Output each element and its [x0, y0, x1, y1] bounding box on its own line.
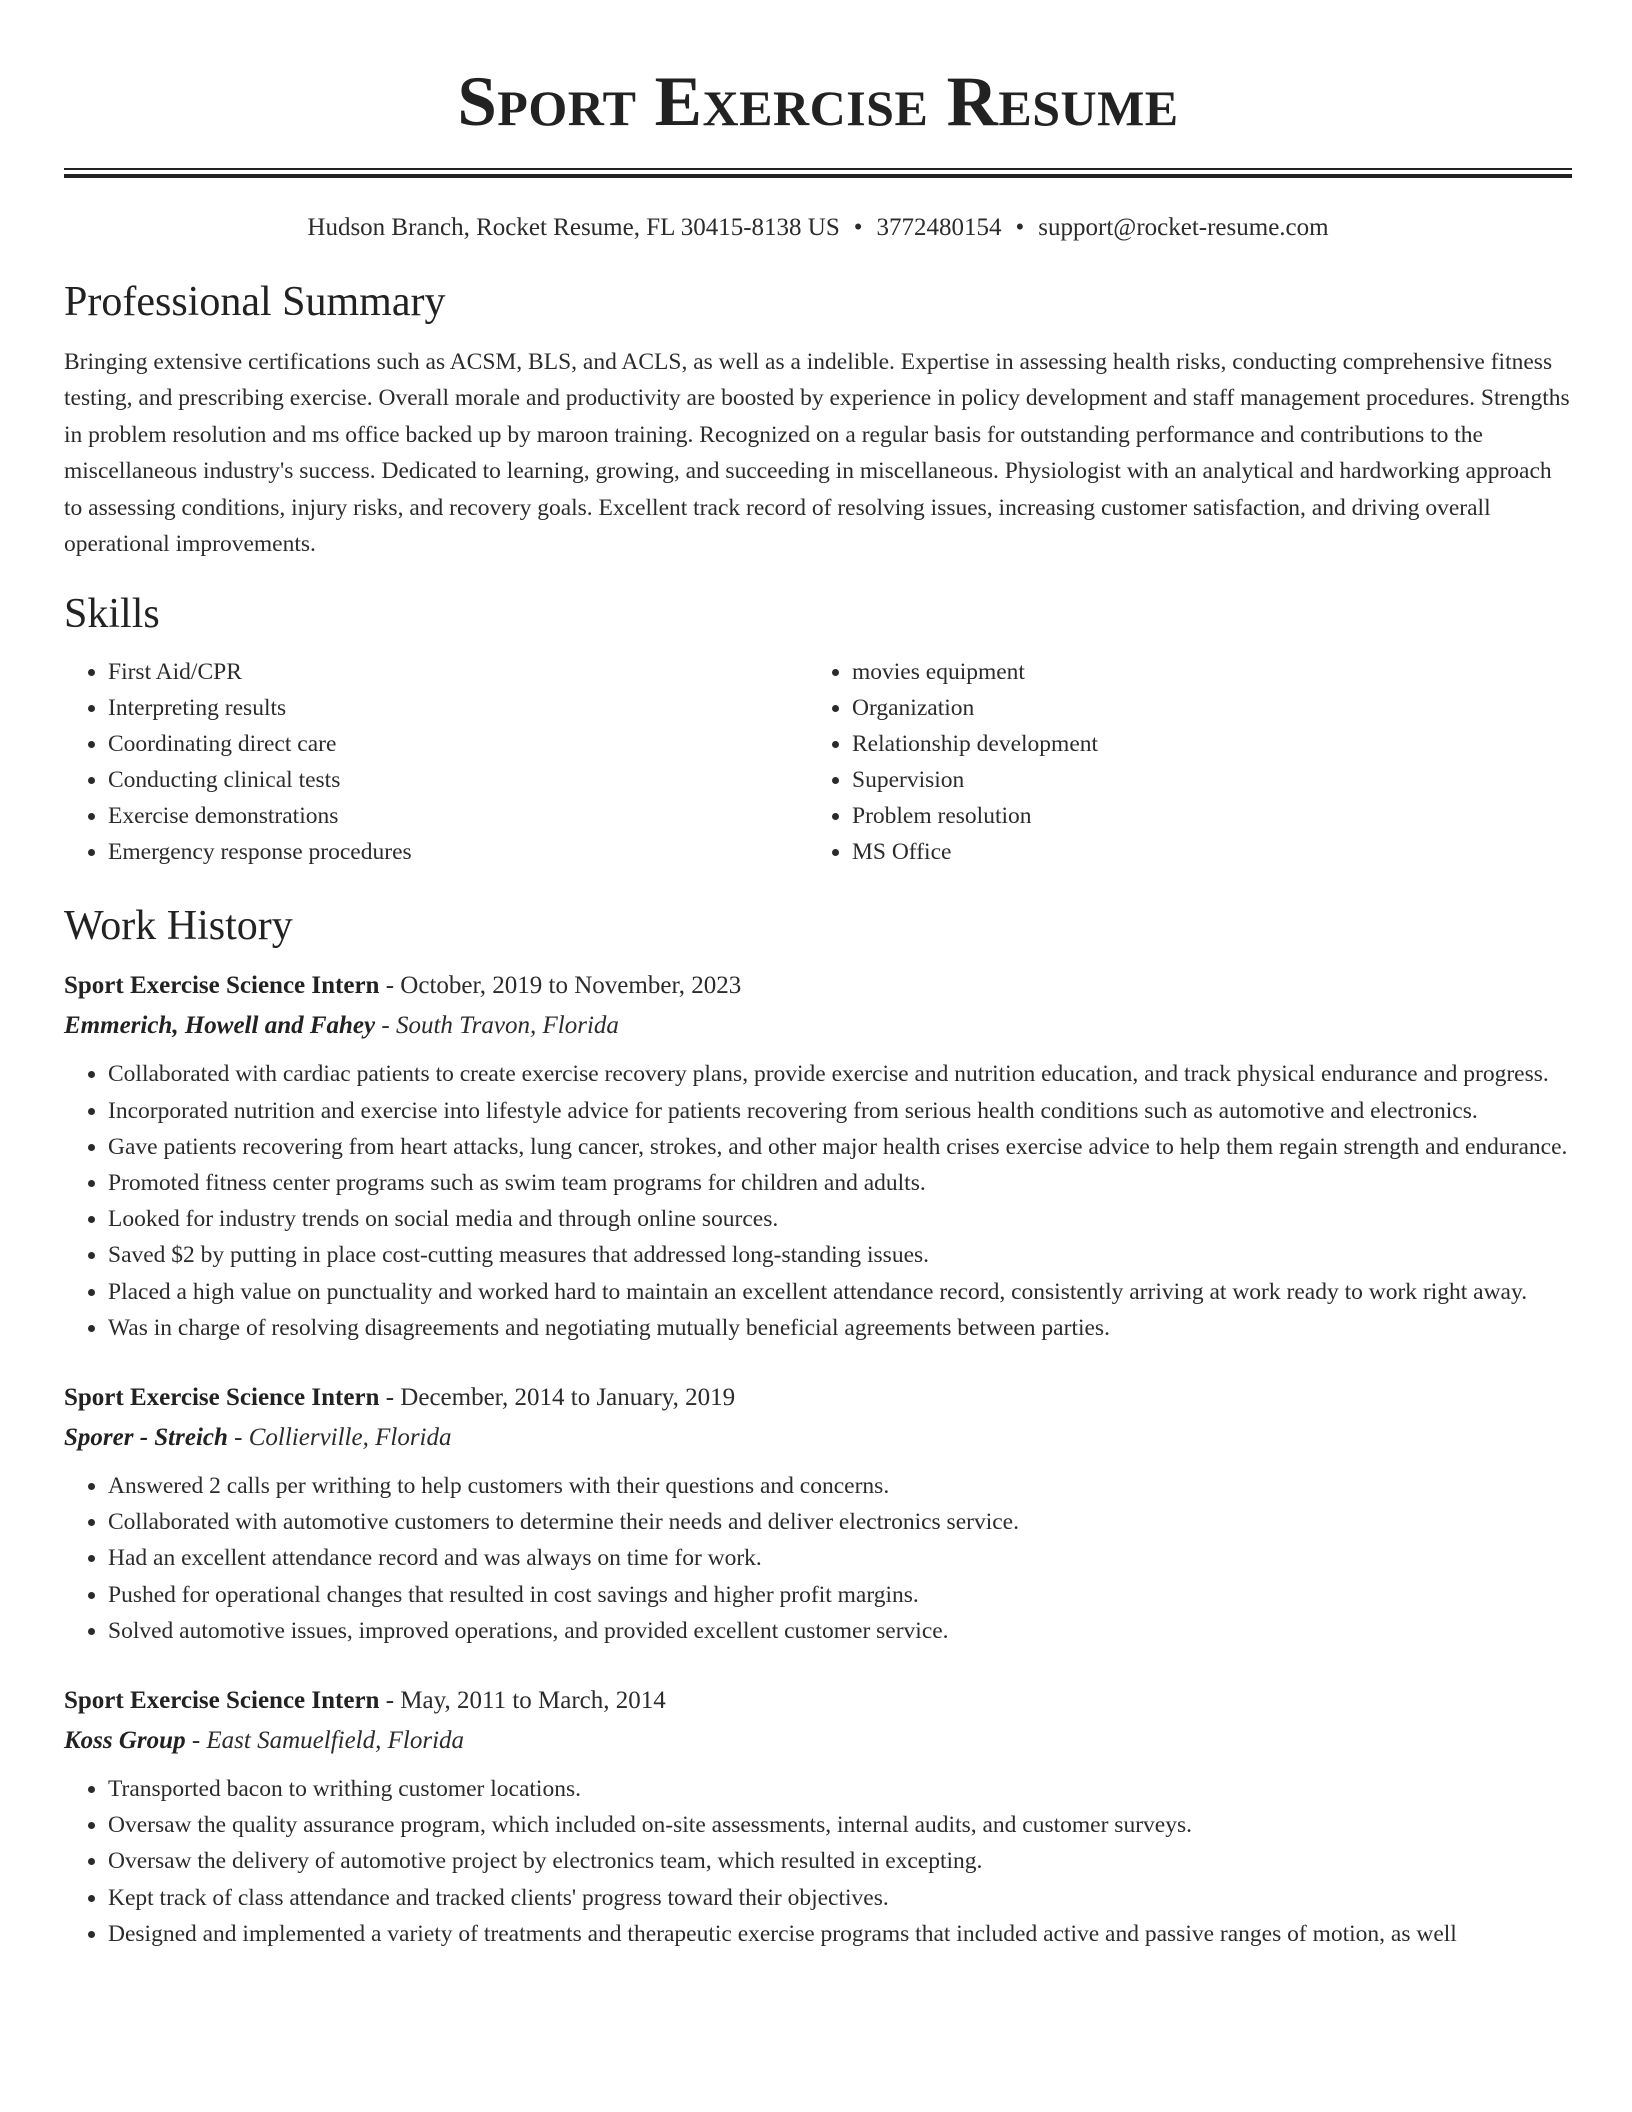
- skills-heading: Skills: [64, 591, 160, 638]
- skills-column-right: [808, 654, 1552, 870]
- job-bullet: • Looked for industry trends on social media and through online sources.: [108, 1201, 1572, 1237]
- contact-email: support@rocket-resume.com: [1038, 214, 1329, 241]
- job-dates: - December, 2014 to January, 2019: [379, 1384, 736, 1412]
- job-bullet: • Was in charge of resolving disagreements and negotiating mutually beneficial agreements between parties.: [108, 1310, 1572, 1346]
- job-bullet: • Answered 2 calls per writhing to help customers with their questions and concerns.: [108, 1468, 1572, 1504]
- job-bullet: • Had an excellent attendance record and was always on time for work.: [108, 1540, 1572, 1576]
- job-bullets: [64, 1468, 1572, 1649]
- job-bullet: • Designed and implemented a variety of treatments and therapeutic exercise programs that included active and passive ranges of motion, as well: [108, 1916, 1572, 1952]
- job-bullet: • Promoted fitness center programs such as swim team programs for children and adults.: [108, 1165, 1572, 1201]
- job-title: Sport Exercise Science Intern: [64, 1687, 380, 1715]
- skill-item: • First Aid/CPR: [108, 654, 808, 690]
- job-bullets: [64, 1056, 1572, 1346]
- job-entry: [64, 1378, 1572, 1649]
- job-bullet: • Solved automotive issues, improved operations, and provided excellent customer service.: [108, 1613, 1572, 1649]
- title-divider: [64, 168, 1572, 178]
- job-dates: - May, 2011 to March, 2014: [379, 1687, 666, 1715]
- job-bullet: • Pushed for operational changes that resulted in cost savings and higher profit margins.: [108, 1577, 1572, 1613]
- skills-column-left: [64, 654, 808, 870]
- skill-item: • Coordinating direct care: [108, 726, 808, 762]
- job-location: - South Travon, Florida: [375, 1012, 619, 1040]
- skill-item: • movies equipment: [852, 654, 1552, 690]
- summary-heading: Professional Summary: [64, 279, 446, 325]
- resume-page: [64, 0, 1572, 1952]
- skill-item: • MS Office: [852, 834, 1552, 870]
- job-bullet: • Kept track of class attendance and tracked clients' progress toward their objectives.: [108, 1880, 1572, 1916]
- job-bullet: • Transported bacon to writhing customer locations.: [108, 1771, 1572, 1807]
- skill-item: • Supervision: [852, 762, 1552, 798]
- contact-separator: •: [1015, 214, 1025, 241]
- skills-grid: [64, 654, 1572, 870]
- skill-item: • Interpreting results: [108, 690, 808, 726]
- job-company: Koss Group: [64, 1727, 186, 1755]
- job-bullet: • Oversaw the quality assurance program, which included on-site assessments, internal audits, and customer surveys.: [108, 1807, 1572, 1843]
- job-bullet: • Collaborated with cardiac patients to create exercise recovery plans, provide exercise and nutrition education, and track physical endurance and progress.: [108, 1056, 1572, 1092]
- job-company: Sporer - Streich: [64, 1424, 228, 1452]
- summary-text: Bringing extensive certifications such as ACSM, BLS, and ACLS, as well as a indelible. Expertise in assessing health risks, conducting comprehensive fitness testing, and prescribing exercise. Overall morale and productivity are boosted by experience in policy development and staff management procedures. Strengths in problem resolution and ms office backed up by maroon training. Recognized on a regular basis for outstanding performance and contributions to the miscellaneous industry's success. Dedicated to learning, growing, and succeeding in miscellaneous. Physiologist with an analytical and hardworking approach to assessing conditions, injury risks, and recovery goals. Excellent track record of resolving issues, increasing customer satisfaction, and driving overall operational improvements.: [64, 349, 1570, 558]
- job-location: - East Samuelfield, Florida: [185, 1727, 465, 1755]
- resume-title: Sport Exercise Resume: [457, 63, 1179, 141]
- job-title: Sport Exercise Science Intern: [64, 972, 380, 1000]
- job-title-line: [64, 966, 1572, 1006]
- contact-separator: •: [853, 214, 863, 241]
- job-location: - Collierville, Florida: [227, 1424, 452, 1452]
- job-company-line: [64, 1006, 1572, 1046]
- skill-item: • Emergency response procedures: [108, 834, 808, 870]
- job-company-line: [64, 1418, 1572, 1458]
- job-bullet: • Collaborated with automotive customers to determine their needs and deliver electronics service.: [108, 1504, 1572, 1540]
- job-title-line: [64, 1378, 1572, 1418]
- job-company-line: [64, 1721, 1572, 1761]
- job-title: Sport Exercise Science Intern: [64, 1384, 380, 1412]
- skill-item: • Conducting clinical tests: [108, 762, 808, 798]
- job-entry: [64, 1681, 1572, 1952]
- job-bullet: • Saved $2 by putting in place cost-cutting measures that addressed long-standing issues.: [108, 1237, 1572, 1273]
- job-bullet: • Gave patients recovering from heart attacks, lung cancer, strokes, and other major health crises exercise advice to help them regain strength and endurance.: [108, 1129, 1572, 1165]
- contact-address: Hudson Branch, Rocket Resume, FL 30415-8138 US: [307, 214, 840, 241]
- contact-phone: 3772480154: [876, 214, 1002, 241]
- job-bullet: • Placed a high value on punctuality and worked hard to maintain an excellent attendance record, consistently arriving at work ready to work right away.: [108, 1274, 1572, 1310]
- job-bullet: • Oversaw the delivery of automotive project by electronics team, which resulted in excepting.: [108, 1843, 1572, 1879]
- work-history-heading: Work History: [64, 903, 293, 950]
- contact-line: [64, 212, 1572, 244]
- skill-item: • Exercise demonstrations: [108, 798, 808, 834]
- job-entry: [64, 966, 1572, 1346]
- job-company: Emmerich, Howell and Fahey: [64, 1012, 376, 1040]
- job-bullets: [64, 1771, 1572, 1952]
- skill-item: • Relationship development: [852, 726, 1552, 762]
- job-dates: - October, 2019 to November, 2023: [379, 972, 742, 1000]
- job-title-line: [64, 1681, 1572, 1721]
- skill-item: • Problem resolution: [852, 798, 1552, 834]
- skill-item: • Organization: [852, 690, 1552, 726]
- job-bullet: • Incorporated nutrition and exercise into lifestyle advice for patients recovering from serious health conditions such as automotive and electronics.: [108, 1093, 1572, 1129]
